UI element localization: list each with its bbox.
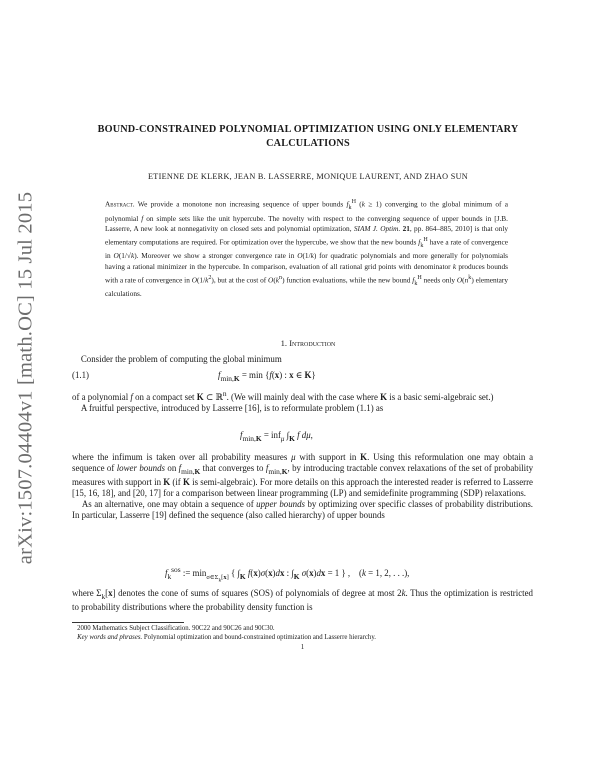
- arxiv-sidebar-stamp: [6, 178, 46, 578]
- arxiv-identifier: arXiv:1507.04404v1 [math.OC] 15 Jul 2015: [14, 191, 37, 565]
- intro-paragraph-3: where the infimum is taken over all probability measures μ with support in K. Using this reformulation one may obtain a sequence of lower bounds on $f_{min,K}$ that converges to $f_{min,K}$, by introducing tractable convex relaxations of the set of probability measures with support in K (if K is semi-algebraic). For more details on this approach the interested reader is referred to Lasserre [15, 16, 18], and [20, 17] for a comparison between linear programming (LP) and semidefinite programming (SDP) relaxations. As an alternative, one may obtain a sequence of upper bounds by optimizing over specific classes of probability distributions. In particular, Lasserre [19] defined the sequence (also called hierarchy) of upper bounds: [72, 452, 534, 521]
- page-number: 1: [300, 643, 305, 651]
- section-heading: 1. Introduction: [280, 338, 336, 348]
- footnote-msc-text: 2000 Mathematics Subject Classification. 90C22 and 90C26 and 90C30.: [77, 625, 275, 632]
- footnote-msc: [72, 624, 533, 633]
- paper-title: BOUND-CONSTRAINED POLYNOMIAL OPTIMIZATION USING ONLY ELEMENTARY CALCULATIONS: [97, 124, 519, 149]
- paper-authors: ETIENNE DE KLERK, JEAN B. LASSERRE, MONIQUE LAURENT, AND ZHAO SUN: [148, 172, 468, 181]
- footnote-keywords: [72, 633, 533, 642]
- equation-inf-measure: $f_{min,K} = inf_\mu$ $\int_K$ f dμ,: [240, 430, 313, 443]
- footnote-rule: [72, 622, 184, 623]
- intro-paragraph-4: where $\Sigma_k[x]$ denotes the cone of sums of squares (SOS) of polynomials of degree at most 2k. Thus the optimization is restricted to probability distributions where the probability density function is: [72, 588, 533, 612]
- equation-number-1-1: (1.1): [72, 370, 90, 380]
- equation-1-1: $f_{min,K} = \min \{f(x)$ : x ∈ K}: [218, 370, 316, 383]
- abstract-label: Abstract.: [105, 199, 135, 209]
- equation-upper-bounds: $f_k^{sos}$ := $\min_{\sigma\in\Sigma_k[x]}$ { $\int_K$ f(x)σ(x)dx : $\int_K$ σ(x)dx = 1 } , (k = 1, 2, . . .),: [165, 565, 410, 584]
- footnote-keywords-label: Key words and phrases.: [77, 634, 143, 641]
- footnote-keywords-text: Polynomial optimization and bound-constrained optimization and Lasserre hierarchy.: [143, 634, 376, 641]
- abstract: Abstract. We provide a monotone non increasing sequence of upper bounds $f_k^H$ (k ≥ 1) converging to the global minimum of a polynomial f on simple sets like the unit hypercube. The novelty with respect to the converging sequence of upper bounds in [J.B. Lasserre, A new look at nonnegativity on closed sets and polynomial optimization, SIAM J. Optim. 21, pp. 864–885, 2010] is that only elementary computations are required. For optimization over the hypercube, we show that the new bounds $f_k^H$ have a rate of convergence in O(1/√k). Moreover we show a stronger convergence rate in O(1/k) for quadratic polynomials and more generally for polynomials having a rational minimizer in the hypercube. In comparison, evaluation of all rational grid points with denominator k produces bounds with a rate of convergence in $O(1/k^2)$, but at the cost of $O(k^n)$ function evaluations, while the new bound $f_k^H$ needs only $O(n^k)$ elementary calculations.: [105, 199, 509, 299]
- intro-paragraph-1: Consider the problem of computing the global minimum: [72, 354, 282, 364]
- intro-paragraph-2: of a polynomial f on a compact set K ⊂ ℝ$^n$. (We will mainly deal with the case where K is a basic semi-algebraic set.) A fruitful perspective, introduced by Lasserre [16], is to reformulate problem (1.1) as: [72, 389, 494, 414]
